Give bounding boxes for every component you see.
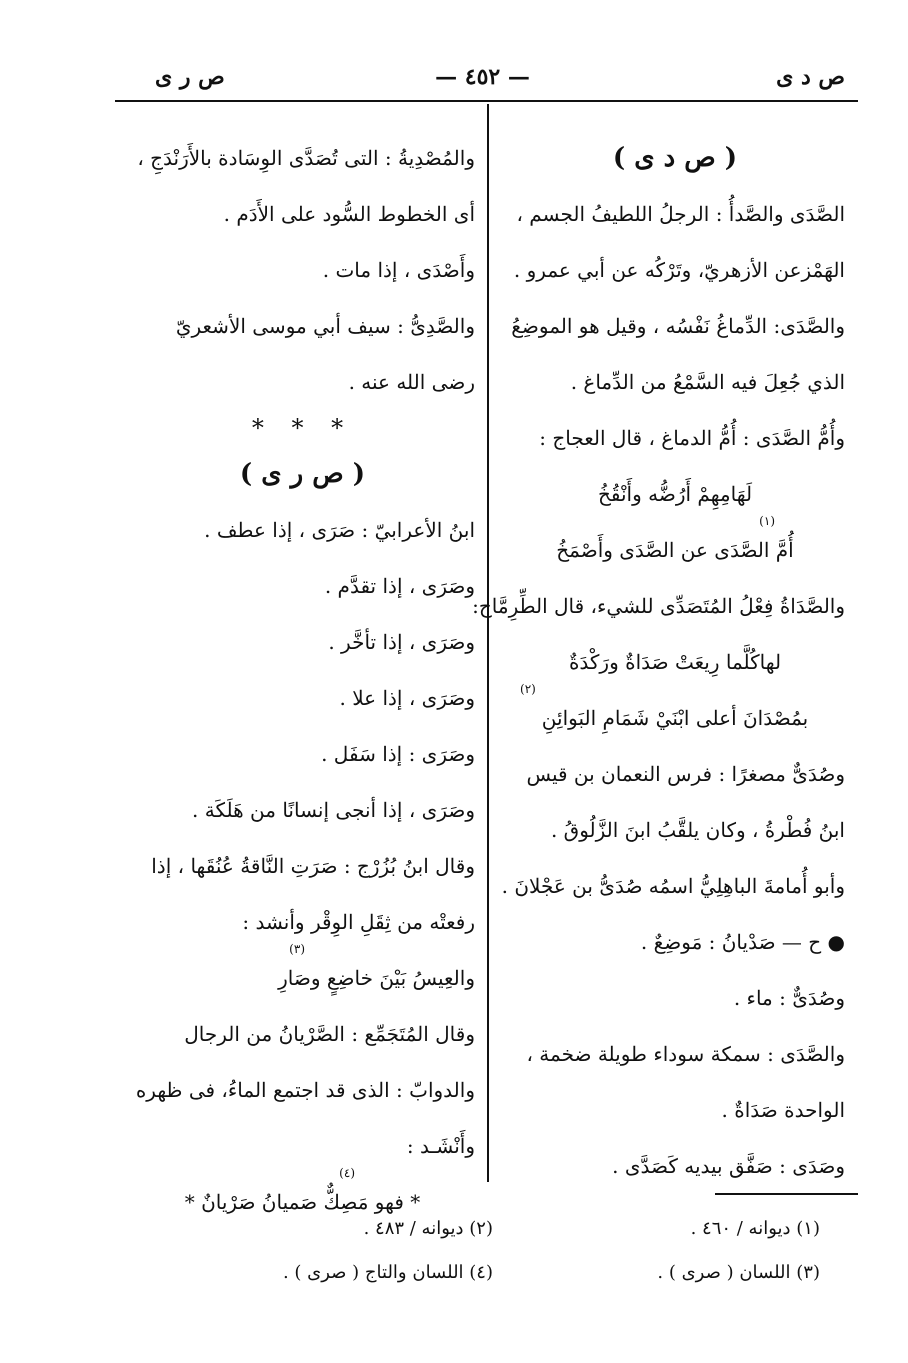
- entry-line: الواحدة صَدَاةٌ .: [721, 1098, 845, 1122]
- entry-line: وأبو أُمامةَ الباهِلِيُّ اسمُه صُدَىُّ بن عَجْلانَ .: [501, 874, 845, 898]
- verse-line: [130, 942, 475, 1006]
- verse-line: لَهَامِهِمْ أَرُضُّه وأَنْقُخُ: [597, 482, 753, 506]
- footnote: (٤) اللسان والتاج ( صرى ) .: [282, 1262, 493, 1283]
- entry-line: والصَّدِىُّ : سيف أبي موسى الأشعريّ: [175, 314, 475, 338]
- verse-text: أُمَّ الصَّدَى عن الصَّدَى وأَصْمَخُ: [556, 538, 794, 562]
- verse-text: بمُصْدَانَ أعلى ابْنَيْ شَمَامِ البَوائِنِ: [541, 706, 809, 730]
- verse-line: لهاكُلَّما رِيعَتْ صَدَاةٌ ورَكْدَةٌ: [568, 650, 782, 674]
- entry-line: وصُدَىٌّ مصغرًا : فرس النعمان بن قيس: [526, 762, 845, 786]
- entry-line: والصَّدَاةُ فِعْلُ المُتَصَدِّى للشيء، قال الطِّرِمَّاح:: [472, 594, 845, 618]
- entry-line: والمُصْدِيةُ : التى تُصَدَّى الوِسَادة بالأَرَنْدَجِ ،: [137, 146, 475, 170]
- entry-line: وصَرَى ، إذا تأخَّر .: [328, 630, 475, 654]
- entry-line: وأَنْشَـد :: [406, 1134, 475, 1158]
- entry-line: أى الخطوط السُّود على الأَدَم .: [223, 202, 475, 226]
- entry-line: والصَّدَى : سمكة سوداء طويلة ضخمة ،: [526, 1042, 845, 1066]
- entry-line: وصَدَى : صَفَّق بيديه كَصَدَّى .: [612, 1154, 845, 1178]
- header-rule: [115, 100, 858, 102]
- left-column: [130, 130, 475, 1230]
- entry-line: وصَرَى ، إذا تقدَّم .: [324, 574, 475, 598]
- section-separator: * * *: [251, 414, 354, 442]
- verse-line: [505, 514, 845, 578]
- entry-line: وصَرَى : إذا سَفَل .: [321, 742, 475, 766]
- entry-line: والدوابّ : الذى قد اجتمع الماءُ، فى ظهره: [135, 1078, 475, 1102]
- right-column: [472, 130, 845, 1194]
- section-heading-sdy: ( ص د ی ): [612, 143, 738, 173]
- entry-line: وأَصْدَى ، إذا مات .: [322, 258, 475, 282]
- verse-text: * فهو مَصِكٌّ صَميانُ صَرْيانٌ *: [184, 1190, 421, 1214]
- running-head-right: ص د ی: [776, 64, 845, 90]
- column-divider: [487, 104, 489, 1182]
- entry-line: الصَّدَى والصَّدأُ : الرجلُ اللطيفُ الجسم ،: [516, 202, 845, 226]
- entry-line: ● ح — صَدْيانُ : مَوضِعٌ .: [640, 930, 845, 954]
- footnote: (٢) ديوانه / ٤٨٣ .: [363, 1218, 493, 1239]
- entry-line: وأُمُّ الصَّدَى : أُمُّ الدماغ ، قال العجاج :: [539, 426, 845, 450]
- footnote-marker: (١): [759, 514, 775, 528]
- entry-line: رفعتْه من ثِقَلِ الوِقْر وأنشد :: [242, 910, 475, 934]
- entry-line: وصُدَىٌّ : ماء .: [733, 986, 845, 1010]
- verse-text: والعِيسُ بَيْنَ خاضِعٍ وصَارِ: [278, 966, 475, 990]
- running-head-left: ص ر ی: [155, 64, 225, 90]
- footnote-rule: [715, 1193, 858, 1195]
- entry-line: ابنُ الأعرابيّ : صَرَى ، إذا عطف .: [204, 518, 475, 542]
- entry-line: وصَرَى ، إذا أنجى إنسانًا من هَلَكَة .: [192, 798, 475, 822]
- entry-line: الهَمْزعن الأزهريّ، وتَرْكُه عن أبي عمرو .: [513, 258, 845, 282]
- page-header: [110, 60, 855, 100]
- entry-line: الذي جُعِلَ فيه السَّمْعُ من الدِّماغ .: [570, 370, 845, 394]
- entry-line: ابنُ فُطْرةُ ، وكان يلقَّبُ ابنَ الزَّلُوقُ .: [550, 818, 845, 842]
- entry-line: وقال المُتَجَمِّع : الصَّرْيانُ من الرجال: [184, 1022, 475, 1046]
- entry-line: والصَّدَى: الدِّماغُ نَفْسُه ، وقيل هو الموضِعُ: [511, 314, 845, 338]
- footnote: (٣) اللسان ( صرى ) .: [657, 1262, 820, 1283]
- entry-line: وقال ابنُ بُزُرْج : صَرَتِ النَّاقةُ عُنُقَها ، إذا: [151, 854, 475, 878]
- page-number: — ٤٥٢ —: [435, 64, 530, 90]
- footnote-marker: (٣): [289, 942, 305, 956]
- verse-line: [505, 682, 845, 746]
- footnote-marker: (٢): [520, 682, 536, 696]
- section-heading-sry: ( ص ر ی ): [239, 459, 366, 489]
- footnote-marker: (٤): [339, 1166, 355, 1180]
- entry-line: وصَرَى ، إذا علا .: [339, 686, 475, 710]
- footnote: (١) ديوانه / ٤٦٠ .: [690, 1218, 820, 1239]
- entry-line: رضى الله عنه .: [348, 370, 475, 394]
